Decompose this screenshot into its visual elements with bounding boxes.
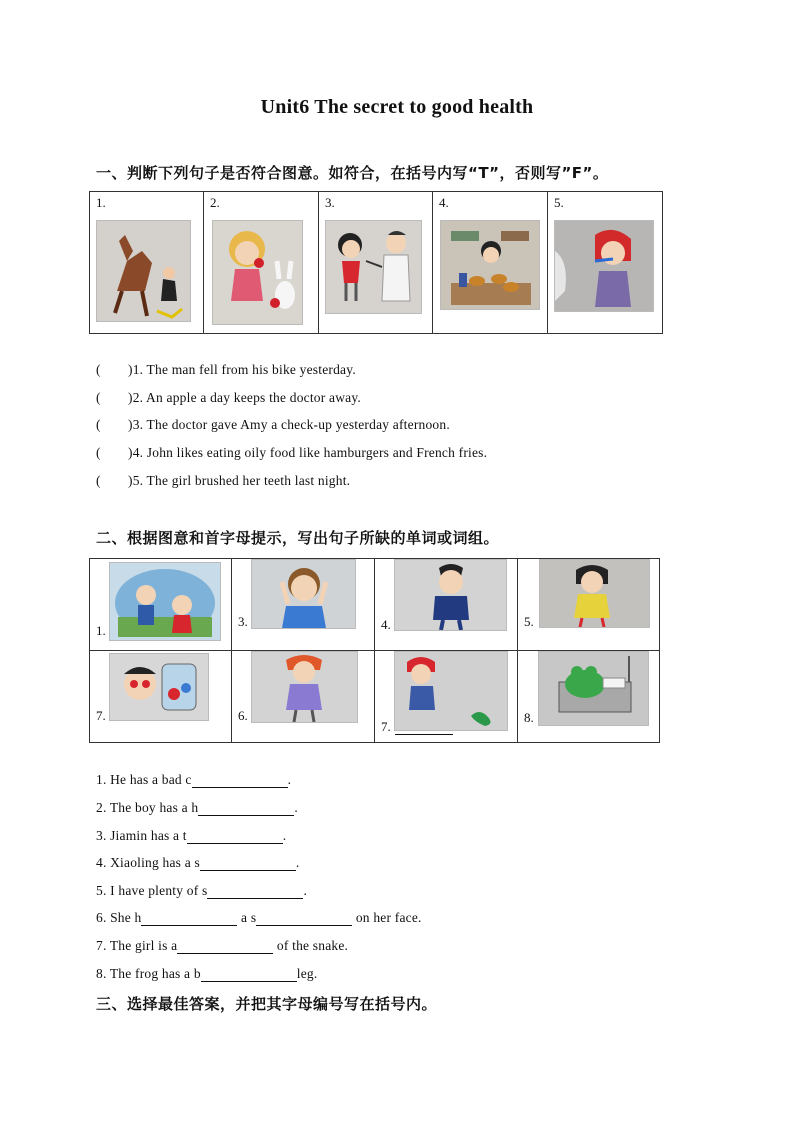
s2-cell-7b [375,651,518,743]
answer-blank[interactable] [200,856,296,871]
girl-stomachache-picture [539,559,650,628]
s1-item-4: ( )4. John likes eating oily food like hamburgers and French fries. [96,445,488,460]
doctor-examining-girl-picture [325,220,422,314]
s2-item-5: 5. I have plenty of s . [96,883,308,898]
s2-cell-number: 6. [238,708,248,723]
s2-cell-number: 4. [381,617,391,632]
boy-eating-hamburgers-picture [440,220,540,310]
s2-cell-3 [232,559,375,651]
s1-cell-number: 3. [325,195,335,210]
s2-cell-6 [232,651,375,743]
s2-item-6: 6. She h a s on her face. [96,910,422,925]
boy-toothache-picture [394,559,507,631]
s2-cell-1 [90,559,232,651]
s2-cell-4 [375,559,518,651]
answer-blank[interactable] [198,801,294,816]
section2-picture-grid [89,558,660,743]
answer-blank[interactable] [256,911,352,926]
s2-cell-number: 5. [524,614,534,629]
s1-cell-1 [90,192,204,334]
answer-blank[interactable] [192,773,288,788]
answer-blank[interactable] [177,939,273,954]
s2-cell-5 [518,559,660,651]
s1-item-5: ( )5. The girl brushed her teeth last night. [96,473,351,488]
section1-heading: 一、判断下列句子是否符合图意。如符合，在括号内写“T”，否则写”F”。 [96,164,609,182]
s2-cell-8 [518,651,660,743]
section2-heading: 二、根据图意和首字母提示，写出句子所缺的单词或词组。 [96,529,500,547]
s1-cell-2 [204,192,319,334]
section3-heading: 三、选择最佳答案，并把其字母编号写在括号内。 [96,995,438,1013]
s1-cell-number: 4. [439,195,449,210]
s2-item-8: 8. The frog has a b leg. [96,966,318,981]
s1-cell-5 [548,192,663,334]
s1-cell-number: 1. [96,195,106,210]
s1-item-2: ( )2. An apple a day keeps the doctor away. [96,390,362,405]
section1-picture-grid [89,191,663,334]
boy-coughing-picture [109,562,221,641]
s1-item-3: ( )3. The doctor gave Amy a check-up yesterday afternoon. [96,417,450,432]
s2-item-3: 3. Jiamin has a t . [96,828,287,843]
s1-cell-3 [319,192,433,334]
boy-headache-picture [251,559,356,629]
s2-cell-number: 7. [96,708,106,723]
page-title: Unit6 The secret to good health [260,96,534,118]
girl-brushing-teeth-picture [554,220,654,312]
girl-afraid-of-snake-picture [394,651,508,731]
s2-cell-number: 3. [238,614,248,629]
answer-blank[interactable] [141,911,237,926]
answer-blank[interactable] [207,884,303,899]
frog-broken-leg-picture [538,651,649,726]
girl-eating-apple-picture [212,220,303,325]
s2-item-4: 4. Xiaoling has a s . [96,855,300,870]
s2-cell-number: 7. [381,719,391,734]
s2-cell-7a [90,651,232,743]
s1-cell-number: 2. [210,195,220,210]
s2-item-7: 7. The girl is a of the snake. [96,938,349,953]
answer-blank[interactable] [201,967,297,982]
s2-item-1: 1. He has a bad c . [96,772,292,787]
s1-cell-4 [433,192,548,334]
man-falling-from-horse-picture [96,220,191,322]
girl-with-spots-picture [251,651,358,723]
s1-item-1: ( )1. The man fell from his bike yesterday. [96,362,356,377]
s2-cell-number: 1. [96,623,106,638]
answer-blank[interactable] [187,829,283,844]
s2-item-2: 2. The boy has a h . [96,800,298,815]
s1-cell-number: 5. [554,195,564,210]
boy-with-sweets-jar-picture [109,653,209,721]
s2-cell-number: 8. [524,710,534,725]
